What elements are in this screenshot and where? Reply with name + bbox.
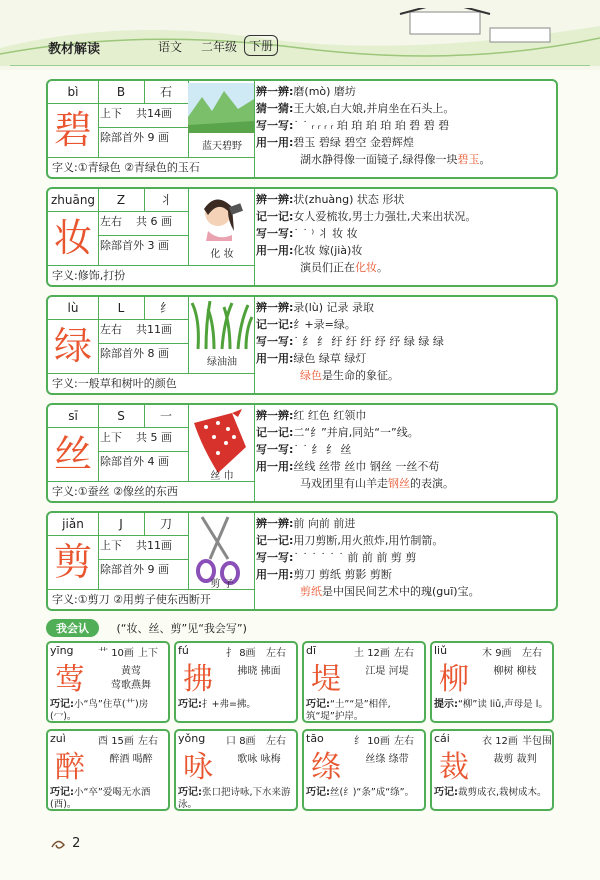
pinyin: bì: [67, 85, 79, 99]
card-character: 莺: [55, 662, 85, 697]
radical-info: 除部首外 9 画: [100, 131, 169, 144]
radical: 刀: [159, 517, 172, 531]
index-letter: S: [117, 409, 125, 423]
entry-line: 用一用:碧玉 碧绿 碧空 金碧辉煌: [256, 136, 414, 149]
card-pinyin: yǒng: [178, 732, 206, 745]
card-words: 醉酒 喝醉: [109, 754, 153, 765]
card-words: 柳树 柳枝: [493, 666, 537, 677]
structure: 左右: [100, 215, 122, 228]
pinyin: sī: [68, 409, 78, 423]
radical-info: 除部首外 4 画: [100, 455, 169, 468]
entry-line: 记一记:二“纟”并肩,同站“一”线。: [256, 426, 419, 439]
card-pinyin: zuì: [50, 732, 66, 745]
card-radical: 土 12画: [354, 648, 390, 659]
entry-line: 用一用:化妆 嫁(jià)妆: [256, 244, 363, 257]
card-radical: 扌 8画: [226, 648, 256, 659]
card-radical: 纟 10画: [354, 736, 390, 747]
pinyin: lù: [67, 301, 79, 315]
recognition-card: [46, 729, 170, 811]
card-structure: 左右: [394, 736, 414, 747]
character-meaning: 字义:修饰,打扮: [52, 269, 126, 282]
card-words: 黄莺 莺歌燕舞: [111, 666, 151, 691]
stroke-count: 共11画: [136, 323, 172, 336]
radical: 丬: [159, 193, 172, 207]
radical-info: 除部首外 9 画: [100, 563, 169, 576]
entry-line: 辨一辨:红 红色 红领巾: [256, 409, 367, 422]
entry-line: 马戏团里有山羊走钢丝的表演。: [300, 477, 454, 490]
card-character: 堤: [311, 662, 341, 697]
card-character: 绦: [311, 750, 341, 785]
structure: 左右: [100, 323, 122, 336]
character: 剪: [53, 540, 92, 584]
index-letter: L: [117, 301, 125, 315]
radical: 纟: [159, 301, 172, 315]
card-radical: 衣 12画: [482, 736, 518, 747]
section-note: (“妆、丝、剪”见“我会写”): [116, 622, 247, 635]
entry-line: 辨一辨:磨(mò) 磨坊: [256, 85, 356, 98]
card-character: 柳: [439, 662, 469, 697]
page-header: [0, 0, 600, 70]
entry-line: 写一写:˙ ˙ ⁾ 丬 妆 妆: [256, 227, 358, 240]
card-radical: 艹 10画: [98, 648, 134, 659]
card-pinyin: liǔ: [434, 644, 448, 657]
stroke-count: 共14画: [136, 107, 172, 120]
entry-line: 用一用:丝线 丝带 丝巾 钢丝 一丝不苟: [256, 460, 440, 473]
entry-line: 湖水静得像一面镜子,绿得像一块碧玉。: [300, 153, 491, 166]
entry-details: [256, 83, 556, 168]
stroke-count: 共11画: [136, 539, 172, 552]
character-entry: [46, 403, 558, 503]
card-radical: 木 9画: [482, 648, 512, 659]
entry-details: [256, 191, 556, 276]
card-character: 醉: [55, 750, 85, 785]
card-structure: 上下: [138, 648, 158, 659]
entry-details: [256, 407, 556, 492]
card-pinyin: dī: [306, 644, 317, 657]
entry-line: 用一用:绿色 绿草 绿灯: [256, 352, 367, 365]
character-meaning: 字义:①剪刀 ②用剪子使东西断开: [52, 593, 211, 606]
structure: 上下: [100, 431, 122, 444]
card-words: 歌咏 咏梅: [237, 754, 281, 765]
index-letter: J: [119, 517, 123, 531]
section-badge: 我会认: [46, 619, 99, 637]
character: 丝: [53, 432, 92, 476]
entry-line: 写一写:˙ ˙ ˙ ˙ ˙ ˙ 前 前 前 剪 剪: [256, 551, 417, 564]
card-radical: 口 8画: [226, 736, 256, 747]
entry-line: 剪纸是中国民间艺术中的瑰(guī)宝。: [300, 585, 480, 598]
illustration-caption: 化 妆: [210, 249, 234, 260]
entry-line: 辨一辨:前 向前 前进: [256, 517, 356, 530]
illustration-caption: 剪 子: [210, 579, 234, 590]
index-letter: Z: [116, 193, 126, 207]
entry-line: 辨一辨:录(lù) 记录 录取: [256, 301, 375, 314]
radical: 一: [159, 409, 172, 423]
character-entry: [46, 187, 558, 287]
card-character: 拂: [183, 662, 213, 697]
card-words: 江堤 河堤: [365, 666, 409, 677]
card-structure: 半包围: [522, 736, 552, 747]
card-pinyin: yīng: [50, 644, 74, 657]
structure: 上下: [100, 539, 122, 552]
card-tip: 巧记:扌+弗=拂。: [178, 699, 256, 710]
entry-line: 演员们正在化妆。: [300, 261, 388, 274]
character-entry: [46, 511, 558, 611]
card-tip: 巧记:裁剪成衣,栽树成木。: [434, 787, 547, 798]
card-structure: 左右: [266, 736, 286, 747]
entry-line: 写一写:˙ 纟 纟 纡 纡 纡 纾 纾 绿 绿 绿: [256, 335, 444, 348]
card-tip: 巧记:“土”“是”相伴,筑“堤”护岸。: [306, 699, 391, 722]
radical-info: 除部首外 3 画: [100, 239, 169, 252]
volume-label: 下册: [244, 35, 278, 56]
card-tip: 提示:“柳”读 liǔ,声母是 l。: [434, 699, 548, 710]
header-decoration: [0, 8, 600, 66]
character-entry: [46, 79, 558, 179]
stroke-count: 共 5 画: [136, 431, 172, 444]
card-words: 裁剪 裁判: [493, 754, 537, 765]
entry-line: 辨一辨:状(zhuàng) 状态 形状: [256, 193, 405, 206]
card-tip: 巧记:小“卒”爱喝无水酒(酉)。: [50, 787, 151, 810]
recognition-card: [302, 729, 426, 811]
illustration-caption: 绿油油: [207, 357, 237, 368]
entry-line: 写一写:˙ ˙ ᵣ ᵣ ᵣ ᵣ 珀 珀 珀 珀 珀 碧 碧 碧: [256, 119, 450, 132]
entry-line: 绿色是生命的象征。: [300, 369, 399, 382]
card-pinyin: cái: [434, 732, 450, 745]
pinyin: zhuāng: [50, 193, 96, 207]
pinyin: jiǎn: [62, 517, 84, 531]
entry-line: 猜一猜:王大娘,白大娘,并肩坐在石头上。: [256, 102, 455, 115]
entry-details: [256, 299, 556, 384]
swirl-icon: [50, 837, 68, 851]
card-structure: 左右: [522, 648, 542, 659]
index-letter: B: [116, 85, 126, 99]
card-pinyin: fú: [178, 644, 189, 657]
recognition-card: [302, 641, 426, 723]
entry-details: [256, 515, 556, 600]
recognition-card: [174, 641, 298, 723]
card-radical: 酉 15画: [98, 736, 134, 747]
card-structure: 左右: [394, 648, 414, 659]
card-words: 拂晓 拂面: [237, 666, 281, 677]
grade-label: 二年级: [201, 40, 238, 54]
radical: 石: [159, 85, 172, 99]
card-pinyin: tāo: [306, 732, 324, 745]
character-meaning: 字义:①蚕丝 ②像丝的东西: [52, 485, 178, 498]
card-words: 丝绦 绦带: [365, 754, 409, 765]
illustration-caption: 丝 巾: [210, 471, 234, 482]
entry-line: 用一用:剪刀 剪纸 剪影 剪断: [256, 568, 392, 581]
character: 绿: [53, 324, 92, 368]
character-meaning: 字义:一般草和树叶的颜色: [52, 377, 177, 390]
card-tip: 巧记:小“鸟”住草(艹)房(冖)。: [50, 699, 149, 722]
recognition-card: [174, 729, 298, 811]
recognition-card: [46, 641, 170, 723]
recognition-card: [430, 641, 554, 723]
card-structure: 左右: [138, 736, 158, 747]
section-heading: [46, 619, 247, 637]
structure: 上下: [100, 107, 122, 120]
stroke-count: 共 6 画: [136, 215, 172, 228]
card-tip: 巧记:丝(纟)“条”成“绦”。: [306, 787, 415, 798]
entry-line: 记一记:用刀剪断,用火煎炸,用竹制箭。: [256, 534, 444, 547]
card-character: 裁: [439, 750, 469, 785]
book-title: 教材解读: [48, 42, 101, 57]
character: 妆: [53, 216, 92, 260]
page-number: 2: [50, 836, 80, 851]
card-character: 咏: [183, 750, 213, 785]
subject-label: 语文: [158, 40, 183, 54]
entry-line: 记一记:女人爱梳妆,男士力强壮,犬来出状况。: [256, 210, 477, 223]
recognition-card: [430, 729, 554, 811]
entry-line: 记一记:纟+录=绿。: [256, 318, 356, 331]
entry-line: 写一写:˙ ˙ 纟 纟 丝: [256, 443, 352, 456]
illustration-caption: 蓝天碧野: [202, 141, 242, 152]
card-tip: 巧记:张口把诗咏,下水来游泳。: [178, 787, 291, 810]
radical-info: 除部首外 8 画: [100, 347, 169, 360]
character: 碧: [53, 108, 92, 152]
character-entry: [46, 295, 558, 395]
card-structure: 左右: [266, 648, 286, 659]
character-meaning: 字义:①青绿色 ②青绿色的玉石: [52, 161, 200, 174]
